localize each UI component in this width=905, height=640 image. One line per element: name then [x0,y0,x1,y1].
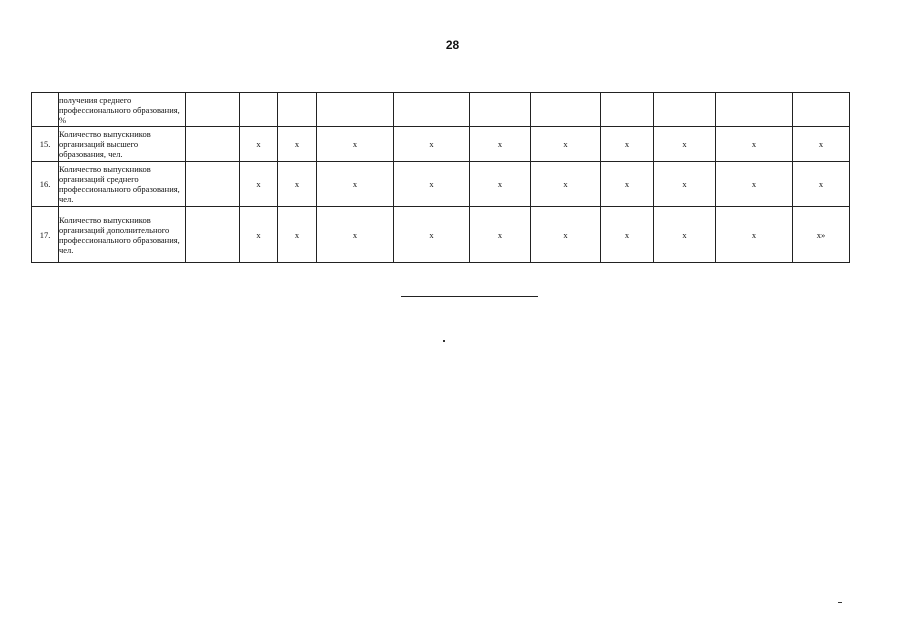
value-cell [654,93,716,127]
value-cell: х [394,162,470,207]
scan-mark [838,602,842,603]
value-cell: х [470,162,531,207]
value-cell: х [793,162,850,207]
value-cell [186,127,240,162]
table-row [32,207,850,263]
value-cell [470,93,531,127]
value-cell: х [601,162,654,207]
value-cell [531,93,601,127]
value-cell: х [317,127,394,162]
value-cell: х [240,162,278,207]
value-cell [394,93,470,127]
indicator-label: Количество выпускников организаций высшего образования, чел. [59,127,186,162]
value-cell [278,93,317,127]
value-cell: х [470,207,531,263]
table-row [32,127,850,162]
value-cell: х [654,127,716,162]
separator-line [401,296,538,297]
value-cell: х [317,207,394,263]
value-cell [601,93,654,127]
value-cell: х [793,127,850,162]
indicator-label: получения среднего профессионального образования, % [59,93,186,127]
value-cell: х [716,127,793,162]
value-cell: х [716,162,793,207]
value-cell: х [531,162,601,207]
scan-dot [443,340,445,342]
row-number: 15. [32,127,59,162]
table-row [32,93,850,127]
value-cell [240,93,278,127]
value-cell [716,93,793,127]
value-cell: х [394,207,470,263]
value-cell [186,207,240,263]
value-cell: х [394,127,470,162]
table-row [32,162,850,207]
value-cell [317,93,394,127]
indicator-table [31,92,850,263]
value-cell: х [654,162,716,207]
value-cell [186,93,240,127]
row-number: 16. [32,162,59,207]
value-cell: х [531,127,601,162]
value-cell: х [716,207,793,263]
value-cell [793,93,850,127]
value-cell [186,162,240,207]
value-cell: х» [793,207,850,263]
value-cell: х [240,127,278,162]
page-number: 28 [445,38,460,52]
indicator-label: Количество выпускников организаций дополнительного профессионального образования, чел. [59,207,186,263]
value-cell: х [601,207,654,263]
value-cell: х [601,127,654,162]
row-number [32,93,59,127]
value-cell: х [470,127,531,162]
value-cell: х [531,207,601,263]
value-cell: х [240,207,278,263]
value-cell: х [278,127,317,162]
indicator-label: Количество выпускников организаций среднего профессионального образования, чел. [59,162,186,207]
value-cell: х [278,162,317,207]
value-cell: х [278,207,317,263]
row-number: 17. [32,207,59,263]
value-cell: х [317,162,394,207]
value-cell: х [654,207,716,263]
